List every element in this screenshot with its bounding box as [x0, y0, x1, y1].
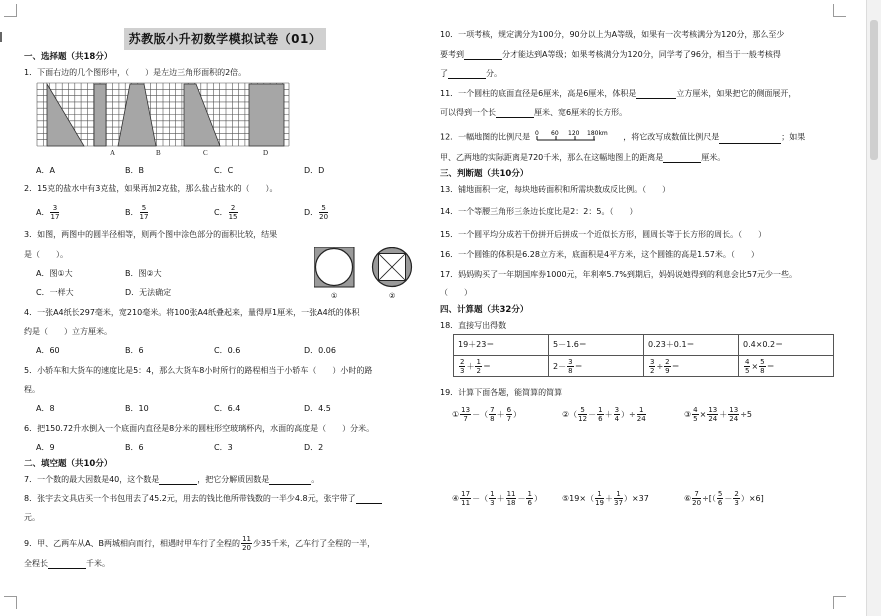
q12-blank-1[interactable] [719, 134, 781, 144]
q1-option-d: D．D [304, 166, 325, 175]
q2-option-d: D． $\frac{5}{20}$ [304, 204, 329, 221]
question-17-line-1: 17．妈妈购买了一年期国库券1000元，年利率5.7%到期后，妈妈说她得到的利息会比57元少一些。 [440, 270, 798, 279]
question-14: 14．一个等腰三角形三条边长度比是2：2：5。（ ） [440, 207, 638, 216]
q4-option-d: D．0.06 [304, 346, 336, 355]
reference-triangle [47, 84, 84, 146]
q4-option-c: C．0.6 [214, 346, 241, 355]
shape-d [249, 84, 284, 146]
q5-option-b: B．10 [125, 404, 149, 413]
scrollbar-thumb[interactable] [870, 20, 878, 160]
q7-blank-1[interactable] [159, 475, 197, 485]
table-cell: 5－1.6＝ [549, 335, 644, 356]
mental-math-table [453, 334, 834, 377]
question-5-line-1: 5．小轿车和大货车的速度比是5：4，那么大货车8小时所行的路程相当于小轿车（ ）小时的路 [24, 366, 373, 375]
q11-blank-1[interactable] [636, 89, 676, 99]
figure-1-circle [316, 249, 353, 286]
question-4-line-1: 4．一张A4纸长297毫米，宽210毫米。将100张A4纸叠起来，量得厚1厘米，一张A4纸的体积 [24, 308, 360, 317]
question-10-line-3: 了 分。 [440, 69, 502, 78]
question-19: 19．计算下面各题，能简算的简算 [440, 388, 563, 397]
q6-option-c: C．3 [214, 443, 233, 452]
question-13: 13．铺地面积一定，每块地砖面积和所需块数成反比例。（ ） [440, 185, 671, 194]
question-9-line-2: 全程长 千米。 [24, 559, 110, 568]
q1-option-c: C．C [214, 166, 234, 175]
page-corner-top-left [4, 4, 17, 17]
question-5-line-2: 程。 [24, 385, 40, 394]
q8-blank[interactable] [356, 494, 382, 504]
q4-option-a: A．60 [36, 346, 60, 355]
question-2: 2．15克的盐水中有3克盐，如果再加2克盐，那么盐占盐水的（ ）。 [24, 184, 278, 193]
q1-option-a: A．A [36, 166, 55, 175]
question-1-grid-figure [36, 82, 298, 158]
question-12-line-1: 12．一幅地图的比例尺是 0 60 120 180km ，将它改写成数值比例尺是 ；如果 [440, 130, 805, 144]
question-3-circle-figures [314, 247, 414, 301]
question-8-line-2: 元。 [24, 513, 40, 522]
question-3-line-2: 是（ ）。 [24, 250, 68, 259]
question-9-line-1: 9．甲、乙两车从A、B两城相向而行，相遇时甲车行了全程的 $\frac{11}{20}$ 少35千米，乙车行了全程的一半， [24, 535, 376, 552]
calc-item-2: ②（ $\frac{5}{12}$ － $\frac{1}{6}$ ＋ $\frac{3}{4}$ ）÷ $\frac{1}{24}$ [562, 406, 646, 423]
page-corner-bottom-right [833, 596, 846, 609]
q7-blank-2[interactable] [269, 475, 311, 485]
scale-tick-60: 60 [550, 130, 559, 137]
question-1: 1．下面右边的几个图形中，（ ）是左边三角形面积的2倍。 [24, 68, 247, 77]
table-cell: 19＋23＝ [454, 335, 549, 356]
question-16: 16．一个圆锥的体积是6.28立方米，底面积是4平方米，这个圆锥的高是1.57米。（ ） [440, 250, 759, 259]
question-18: 18．直接写出得数 [440, 321, 507, 330]
question-6: 6．把150.72升水倒入一个底面内直径是8分米的圆柱形空玻璃杯内，水面的高度是（ ）分米。 [24, 424, 375, 433]
section-heading-fill: 二、填空题（共10分） [24, 459, 113, 469]
shape-a [94, 84, 106, 146]
question-12-line-2: 甲、乙两地的实际距离是720千米，那么在这幅地图上的距离是 厘米。 [440, 153, 726, 162]
map-scale-bar [533, 130, 621, 144]
q12-blank-2[interactable] [663, 153, 701, 163]
page-corner-bottom-left [4, 596, 17, 609]
section-heading-choice: 一、选择题（共18分） [24, 52, 113, 62]
scale-tick-180: 180km [586, 130, 608, 137]
section-heading-calc: 四、计算题（共32分） [440, 305, 529, 315]
q9-blank[interactable] [48, 559, 86, 569]
table-cell: 2－ $\frac{3}{8}$ ＝ [549, 356, 644, 377]
fig-label-a: A [110, 149, 116, 157]
figure-1-label: ① [331, 292, 338, 300]
question-15: 15．一个圆平均分成若干份拼开后拼成一个近似长方形，圆周长等于长方形的周长。（ ） [440, 230, 767, 239]
table-cell: 0.4×0.2＝ [739, 335, 834, 356]
q6-option-b: B．6 [125, 443, 144, 452]
q2-option-b: B． $\frac{5}{17}$ [125, 204, 149, 221]
shape-c [184, 84, 220, 146]
table-row [454, 356, 834, 377]
scale-tick-120: 120 [567, 130, 580, 137]
scale-tick-0: 0 [534, 130, 539, 137]
q6-option-d: D．2 [304, 443, 324, 452]
q5-option-c: C．6.4 [214, 404, 241, 413]
q2-option-a: A． $\frac{3}{17}$ [36, 204, 60, 221]
question-11-line-2: 可以得到一个长 厘米、宽6厘米的长方形。 [440, 108, 628, 117]
page-corner-top-right [833, 4, 846, 17]
calc-item-1: ① $\frac{13}{7}$ －（ $\frac{7}{8}$ ＋ $\frac{6}{7}$ ） [452, 406, 522, 423]
table-cell: $\frac{2}{3}$ ＋ $\frac{1}{2}$ ＝ [454, 356, 549, 377]
question-8-line-1: 8．张宇去文具店买一个书包用去了45.2元，用去的钱比他所带钱数的一半少4.8元，张宇带了 [24, 494, 382, 504]
q1-option-b: B．B [125, 166, 144, 175]
document-title: 苏教版小升初数学模拟试卷（01） [124, 28, 326, 50]
table-cell: 0.23＋0.1＝ [644, 335, 739, 356]
q6-option-a: A．9 [36, 443, 55, 452]
calc-item-4: ④ $\frac{17}{11}$ －（ $\frac{1}{3}$ ＋ $\frac{11}{18}$ － $\frac{1}{6}$ ） [452, 490, 542, 507]
question-3-line-1: 3．如图，两图中的圆半径相等，则两个图中涂色部分的面积比较，结果 [24, 230, 278, 239]
fig-label-d: D [263, 149, 269, 157]
q5-option-a: A．8 [36, 404, 55, 413]
q3-option-b: B．图②大 [125, 269, 162, 278]
table-row [454, 335, 834, 356]
section-heading-judge: 三、判断题（共10分） [440, 169, 529, 179]
q10-blank-1[interactable] [464, 50, 502, 60]
q11-blank-2[interactable] [496, 108, 534, 118]
calc-item-5: ⑤19×（ $\frac{1}{19}$ ＋ $\frac{1}{37}$ ）×37 [562, 490, 649, 507]
q2-option-c: C． $\frac{2}{15}$ [214, 204, 238, 221]
question-4-line-2: 约是（ ）立方厘米。 [24, 327, 112, 336]
q3-option-d: D．无法确定 [125, 288, 172, 297]
text-cursor-marker [0, 32, 6, 42]
q5-option-d: D．4.5 [304, 404, 331, 413]
q3-option-a: A．图①大 [36, 269, 73, 278]
calc-item-3: ③ $\frac{4}{5}$ × $\frac{13}{24}$ ＋ $\frac{13}{24}$ ÷5 [684, 406, 752, 423]
fig-label-b: B [156, 149, 161, 157]
question-17-line-2: （ ） [440, 288, 472, 297]
figure-2-label: ② [389, 292, 396, 300]
q4-option-b: B．6 [125, 346, 144, 355]
table-cell: $\frac{4}{5}$ × $\frac{5}{8}$ ＝ [739, 356, 834, 377]
table-cell: $\frac{3}{2}$ ÷ $\frac{2}{9}$ ＝ [644, 356, 739, 377]
question-10-line-1: 10．一项考核，规定满分为100分，90分以上为A等级，如果有一次考核满分为120分，那么至少 [440, 30, 785, 39]
question-10-line-2: 要考到 分才能达到A等级；如果考核满分为120分，同学考了96分，相当于一般考核得 [440, 50, 781, 59]
question-7: 7．一个数的最大因数是40，这个数是 ，把它分解质因数是 。 [24, 475, 320, 484]
vertical-scrollbar[interactable] [866, 0, 881, 616]
fig-label-c: C [203, 149, 208, 157]
q3-option-c: C．一样大 [36, 288, 74, 297]
question-11-line-1: 11．一个圆柱的底面直径是6厘米，高是6厘米，体积是 立方厘米，如果把它的侧面展开， [440, 89, 797, 98]
calc-item-6: ⑥ $\frac{7}{20}$ ÷[（ $\frac{5}{6}$ － $\frac{2}{3}$ ）×6] [684, 490, 764, 507]
q10-blank-2[interactable] [448, 69, 486, 79]
